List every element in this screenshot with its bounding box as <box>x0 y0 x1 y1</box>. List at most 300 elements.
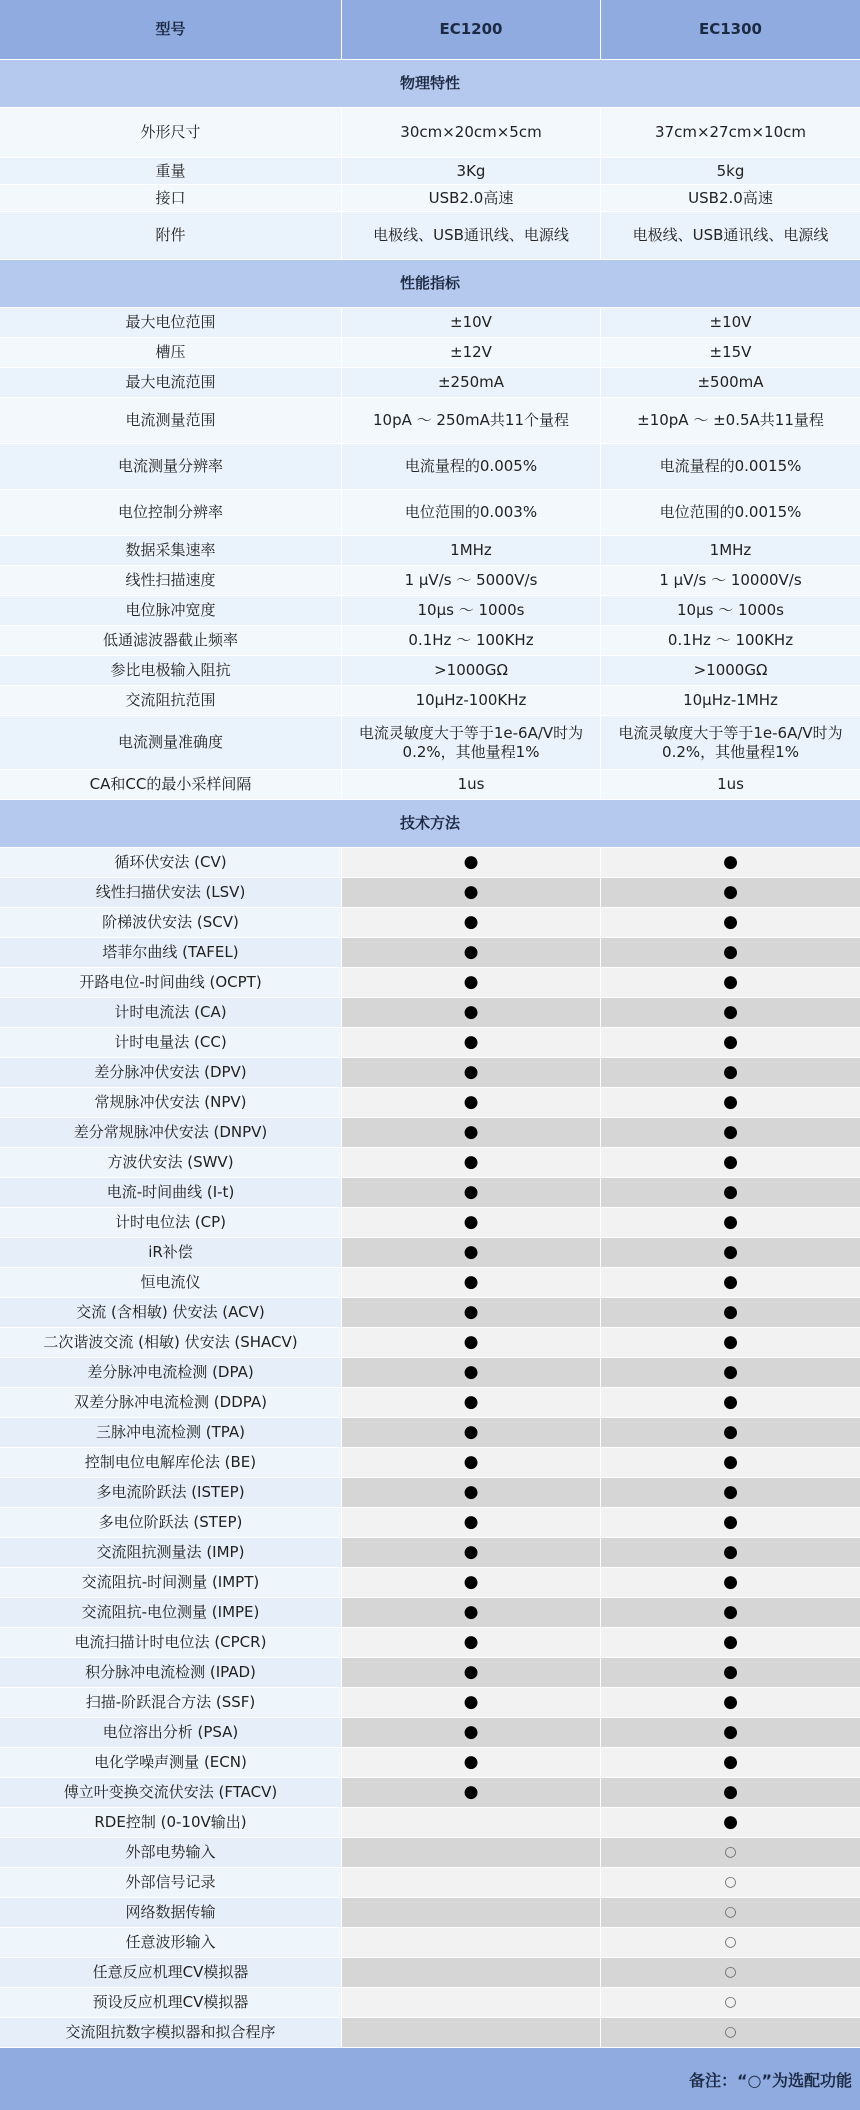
row-label <box>0 1928 342 1957</box>
row-value-text: 1 μV/s ～ 5000V/s <box>404 571 538 590</box>
table-row <box>0 1298 860 1328</box>
row-label-text: 电化学噪声测量 (ECN) <box>94 1753 247 1772</box>
row-value-ec1200 <box>342 1928 601 1957</box>
row-label <box>0 1658 342 1687</box>
table-header <box>0 0 860 60</box>
row-value-ec1200 <box>342 1958 601 1987</box>
row-value-text: 1 μV/s ～ 10000V/s <box>659 571 802 590</box>
row-label <box>0 1388 342 1417</box>
row-value-text: ● <box>723 881 738 902</box>
row-value-text: ○ <box>724 1873 737 1890</box>
table-row <box>0 1388 860 1418</box>
section-header <box>0 260 860 308</box>
row-label-text: 接口 <box>155 188 186 207</box>
row-label <box>0 848 342 877</box>
row-value-ec1200 <box>342 1448 601 1477</box>
row-value-text: ● <box>723 1511 738 1532</box>
row-value-ec1300 <box>601 686 860 715</box>
row-label-text: 计时电流法 (CA) <box>114 1003 227 1022</box>
row-value-ec1300 <box>601 1208 860 1237</box>
row-value-text: ● <box>723 1241 738 1262</box>
row-label-text: 数据采集速率 <box>125 541 216 560</box>
row-label <box>0 1688 342 1717</box>
row-label <box>0 1238 342 1267</box>
row-value-ec1200 <box>342 1328 601 1357</box>
row-value-text: USB2.0高速 <box>688 188 773 207</box>
row-value-ec1200 <box>342 626 601 655</box>
row-label-text: 差分脉冲电流检测 (DPA) <box>87 1363 254 1382</box>
row-label <box>0 1448 342 1477</box>
row-value-ec1200 <box>342 1358 601 1387</box>
row-value-ec1200 <box>342 656 601 685</box>
row-label-text: RDE控制 (0-10V输出) <box>94 1813 247 1832</box>
row-label-text: 网络数据传输 <box>125 1903 216 1922</box>
row-value-text: ● <box>723 1001 738 1022</box>
table-row <box>0 596 860 626</box>
row-value-ec1200 <box>342 398 601 443</box>
table-row <box>0 1058 860 1088</box>
row-label-text: 交流阻抗-时间测量 (IMPT) <box>81 1573 260 1592</box>
table-row <box>0 1838 860 1868</box>
row-value-text: ● <box>463 1001 479 1022</box>
row-value-text: ● <box>723 1541 738 1562</box>
row-value-ec1200 <box>342 1838 601 1867</box>
row-value-ec1200 <box>342 716 601 769</box>
row-label-text: 开路电位-时间曲线 (OCPT) <box>79 973 262 992</box>
row-label <box>0 1298 342 1327</box>
row-label-text: iR补偿 <box>148 1243 193 1262</box>
row-value-ec1200 <box>342 1598 601 1627</box>
row-value-ec1200 <box>342 1178 601 1207</box>
row-label <box>0 938 342 967</box>
row-label-text: 二次谐波交流 (相敏) 伏安法 (SHACV) <box>43 1333 298 1352</box>
row-label <box>0 1898 342 1927</box>
row-value-ec1300 <box>601 1478 860 1507</box>
row-value-text: 37cm×27cm×10cm <box>655 123 806 142</box>
table-row <box>0 2018 860 2048</box>
row-label-text: 多电流阶跃法 (ISTEP) <box>96 1483 245 1502</box>
row-value-ec1300 <box>601 626 860 655</box>
row-label-text: 多电位阶跃法 (STEP) <box>98 1513 243 1532</box>
row-label-text: 傅立叶变换交流伏安法 (FTACV) <box>63 1783 278 1802</box>
row-value-ec1300 <box>601 1088 860 1117</box>
row-value-text: ● <box>463 1091 479 1112</box>
row-value-ec1300 <box>601 1748 860 1777</box>
row-value-ec1300 <box>601 968 860 997</box>
row-value-text: ● <box>463 1751 479 1772</box>
row-value-text: ● <box>723 1691 738 1712</box>
row-value-text: ● <box>723 1331 738 1352</box>
row-label-text: 差分常规脉冲伏安法 (DNPV) <box>73 1123 268 1142</box>
row-value-ec1300 <box>601 1868 860 1897</box>
table-row <box>0 368 860 398</box>
table-row <box>0 1748 860 1778</box>
table-row <box>0 908 860 938</box>
row-value-ec1300 <box>601 444 860 489</box>
row-value-text: ● <box>463 1601 479 1622</box>
row-value-text: ● <box>463 1541 479 1562</box>
row-label-text: 电流-时间曲线 (I-t) <box>106 1183 235 1202</box>
row-value-text: 5kg <box>716 161 745 180</box>
row-label-text: CA和CC的最小采样间隔 <box>89 775 252 794</box>
row-value-text: ● <box>723 1811 738 1832</box>
row-value-ec1200 <box>342 908 601 937</box>
row-label <box>0 770 342 799</box>
row-label-text: 常规脉冲伏安法 (NPV) <box>94 1093 247 1112</box>
row-label-text: 参比电极输入阻抗 <box>110 661 231 680</box>
row-value-text: ● <box>463 1511 479 1532</box>
row-value-ec1300 <box>601 1988 860 2017</box>
row-value-ec1300 <box>601 1808 860 1837</box>
row-value-ec1200 <box>342 1238 601 1267</box>
row-value-ec1200 <box>342 878 601 907</box>
row-value-ec1300 <box>601 1688 860 1717</box>
row-value-text: ● <box>723 1451 738 1472</box>
row-value-text: ● <box>723 1631 738 1652</box>
header-model-ec1200: EC1200 <box>342 0 601 59</box>
row-value-ec1300 <box>601 212 860 259</box>
row-value-ec1200 <box>342 368 601 397</box>
row-label <box>0 338 342 367</box>
row-value-ec1200 <box>342 1208 601 1237</box>
row-value-text: ● <box>463 941 479 962</box>
row-value-ec1300 <box>601 490 860 535</box>
row-value-text: 10μs ～ 1000s <box>417 601 525 620</box>
row-value-text: ● <box>463 851 479 872</box>
row-value-text: ● <box>723 1211 738 1232</box>
row-label <box>0 185 342 211</box>
row-value-ec1200 <box>342 1718 601 1747</box>
row-value-ec1300 <box>601 656 860 685</box>
row-value-text: ● <box>463 1121 479 1142</box>
row-value-ec1200 <box>342 212 601 259</box>
row-value-text: ○ <box>724 1963 737 1980</box>
row-value-text: ● <box>723 1031 738 1052</box>
row-label-text: 重量 <box>155 161 186 180</box>
row-label <box>0 2018 342 2047</box>
table-row <box>0 848 860 878</box>
row-label-text: 电流测量范围 <box>125 411 216 430</box>
row-value-text: ● <box>463 971 479 992</box>
row-value-ec1300 <box>601 1928 860 1957</box>
row-value-text: ● <box>723 971 738 992</box>
row-value-ec1300 <box>601 1838 860 1867</box>
row-label-text: 电位溶出分析 (PSA) <box>102 1723 239 1742</box>
table-row <box>0 1118 860 1148</box>
row-label-text: 交流阻抗范围 <box>125 691 216 710</box>
row-value-ec1300 <box>601 1448 860 1477</box>
row-label <box>0 444 342 489</box>
row-label <box>0 656 342 685</box>
section-title: 性能指标 <box>399 274 460 293</box>
row-value-ec1300 <box>601 338 860 367</box>
row-label-text: 恒电流仪 <box>140 1273 201 1292</box>
table-row <box>0 1238 860 1268</box>
row-label <box>0 596 342 625</box>
row-value-text: ● <box>723 1301 738 1322</box>
row-label <box>0 398 342 443</box>
row-value-ec1200 <box>342 1688 601 1717</box>
row-value-ec1200 <box>342 108 601 157</box>
row-value-text: 1us <box>717 775 744 794</box>
row-label-text: 线性扫描伏安法 (LSV) <box>95 883 246 902</box>
row-label <box>0 1058 342 1087</box>
row-value-ec1300 <box>601 1388 860 1417</box>
table-row <box>0 1778 860 1808</box>
row-value-ec1200 <box>342 1268 601 1297</box>
row-label <box>0 1868 342 1897</box>
row-label-text: 任意波形输入 <box>125 1933 216 1952</box>
row-label <box>0 1808 342 1837</box>
row-value-text: ● <box>463 881 479 902</box>
row-value-ec1200 <box>342 158 601 184</box>
table-row <box>0 338 860 368</box>
row-value-text: ±15V <box>709 343 752 362</box>
footer-note: 备注：“○”为选配功能 <box>689 2070 852 2090</box>
row-label <box>0 1028 342 1057</box>
row-value-ec1300 <box>601 1328 860 1357</box>
row-value-ec1300 <box>601 848 860 877</box>
row-value-ec1300 <box>601 770 860 799</box>
row-value-text: ● <box>723 1481 738 1502</box>
row-value-text: ● <box>723 1601 738 1622</box>
row-value-text: ● <box>463 911 479 932</box>
row-value-ec1200 <box>342 1508 601 1537</box>
row-label-text: 交流 (含相敏) 伏安法 (ACV) <box>76 1303 265 1322</box>
header-model-ec1300: EC1300 <box>698 20 762 39</box>
row-value-ec1300 <box>601 185 860 211</box>
table-row <box>0 1358 860 1388</box>
row-value-text: ±250mA <box>437 373 505 392</box>
row-value-text: ● <box>463 1721 479 1742</box>
row-value-text: ○ <box>724 2023 737 2040</box>
table-row <box>0 398 860 444</box>
row-value-text: ● <box>723 1121 738 1142</box>
row-label <box>0 908 342 937</box>
section-title: 技术方法 <box>399 814 460 833</box>
table-row <box>0 938 860 968</box>
row-value-text: >1000GΩ <box>434 661 508 680</box>
row-value-text: ±10V <box>450 313 492 332</box>
row-label <box>0 998 342 1027</box>
table-row <box>0 770 860 800</box>
row-value-text: 1MHz <box>450 541 492 560</box>
row-label-text: 计时电量法 (CC) <box>114 1033 227 1052</box>
table-row <box>0 686 860 716</box>
table-row <box>0 1958 860 1988</box>
row-value-ec1300 <box>601 1118 860 1147</box>
row-value-ec1200 <box>342 1808 601 1837</box>
row-value-text: ● <box>723 1781 738 1802</box>
row-value-text: 10pA ～ 250mA共11个量程 <box>373 411 569 430</box>
row-value-text: ● <box>463 1781 479 1802</box>
row-value-text: ● <box>723 851 738 872</box>
row-value-ec1200 <box>342 1058 601 1087</box>
row-value-ec1300 <box>601 1028 860 1057</box>
row-value-text: ○ <box>724 1933 737 1950</box>
row-label <box>0 108 342 157</box>
row-value-ec1200 <box>342 848 601 877</box>
row-value-ec1300 <box>601 1628 860 1657</box>
row-label <box>0 878 342 907</box>
row-label <box>0 968 342 997</box>
table-row <box>0 1658 860 1688</box>
table-row <box>0 1508 860 1538</box>
row-value-text: ● <box>723 1091 738 1112</box>
row-label-text: 交流阻抗-电位测量 (IMPE) <box>81 1603 260 1622</box>
row-label <box>0 716 342 769</box>
row-value-ec1300 <box>601 1958 860 1987</box>
row-value-text: ● <box>463 1151 479 1172</box>
row-label <box>0 626 342 655</box>
row-value-text: ○ <box>724 1843 737 1860</box>
table-row <box>0 1268 860 1298</box>
row-label-text: 积分脉冲电流检测 (IPAD) <box>85 1663 256 1682</box>
row-value-ec1300 <box>601 1898 860 1927</box>
row-value-text: ±10pA ～ ±0.5A共11量程 <box>637 411 824 430</box>
table-row <box>0 1988 860 2018</box>
row-value-ec1300 <box>601 1718 860 1747</box>
row-value-ec1200 <box>342 1538 601 1567</box>
row-value-ec1300 <box>601 908 860 937</box>
table-row <box>0 1538 860 1568</box>
row-value-text: ● <box>463 1031 479 1052</box>
row-label <box>0 1958 342 1987</box>
row-value-ec1200 <box>342 490 601 535</box>
row-value-text: 1MHz <box>709 541 752 560</box>
table-row <box>0 1868 860 1898</box>
row-label-text: 交流阻抗数字模拟器和拟合程序 <box>65 2023 276 2042</box>
row-value-ec1200 <box>342 1118 601 1147</box>
row-value-text: ● <box>723 1181 738 1202</box>
row-label <box>0 1148 342 1177</box>
table-row <box>0 108 860 158</box>
row-label-text: 预设反应机理CV模拟器 <box>92 1993 249 2012</box>
row-label <box>0 490 342 535</box>
row-label <box>0 1568 342 1597</box>
row-value-ec1300 <box>601 158 860 184</box>
row-value-ec1300 <box>601 1358 860 1387</box>
row-value-ec1200 <box>342 1988 601 2017</box>
row-value-ec1300 <box>601 998 860 1027</box>
row-value-ec1200 <box>342 686 601 715</box>
row-label <box>0 1268 342 1297</box>
row-value-text: ● <box>463 1691 479 1712</box>
row-label <box>0 1508 342 1537</box>
row-value-ec1300 <box>601 716 860 769</box>
row-value-text: ● <box>463 1241 479 1262</box>
row-label-text: 计时电位法 (CP) <box>115 1213 226 1232</box>
row-value-ec1300 <box>601 938 860 967</box>
row-label-text: 槽压 <box>155 343 186 362</box>
row-label-text: 循环伏安法 (CV) <box>114 853 227 872</box>
row-label-text: 外部信号记录 <box>125 1873 216 1892</box>
row-value-text: 电位范围的0.0015% <box>659 503 802 522</box>
row-label-text: 电流测量准确度 <box>117 733 223 752</box>
row-label <box>0 686 342 715</box>
row-value-ec1200 <box>342 1028 601 1057</box>
row-value-ec1200 <box>342 1628 601 1657</box>
row-label-text: 最大电位范围 <box>125 313 216 332</box>
table-row <box>0 1478 860 1508</box>
table-row <box>0 716 860 770</box>
row-value-ec1200 <box>342 1148 601 1177</box>
row-value-text: 电极线、USB通讯线、电源线 <box>373 226 569 245</box>
row-label <box>0 1988 342 2017</box>
row-value-ec1200 <box>342 1418 601 1447</box>
row-value-text: ● <box>463 1061 479 1082</box>
table-row <box>0 1928 860 1958</box>
row-value-text: ● <box>463 1361 479 1382</box>
row-value-ec1300 <box>601 536 860 565</box>
row-label <box>0 536 342 565</box>
row-value-ec1300 <box>601 1268 860 1297</box>
row-value-ec1200 <box>342 1478 601 1507</box>
table-row <box>0 1208 860 1238</box>
row-label <box>0 308 342 337</box>
row-value-text: ● <box>723 1271 738 1292</box>
row-label-text: 双差分脉冲电流检测 (DDPA) <box>74 1393 267 1412</box>
table-row <box>0 1598 860 1628</box>
row-label <box>0 566 342 595</box>
section-title: 物理特性 <box>399 74 460 93</box>
row-value-ec1200 <box>342 596 601 625</box>
row-value-ec1300 <box>601 1538 860 1567</box>
row-value-ec1200 <box>342 1748 601 1777</box>
row-value-text: ● <box>463 1301 479 1322</box>
row-label <box>0 1358 342 1387</box>
row-value-ec1300 <box>601 1568 860 1597</box>
row-value-text: ● <box>723 1151 738 1172</box>
row-label-text: 任意反应机理CV模拟器 <box>92 1963 249 1982</box>
row-value-ec1300 <box>601 1298 860 1327</box>
table-row <box>0 1628 860 1658</box>
row-value-ec1200 <box>342 2018 601 2047</box>
row-value-text: >1000GΩ <box>693 661 768 680</box>
row-value-ec1300 <box>601 1238 860 1267</box>
row-value-text: 电位范围的0.003% <box>404 503 538 522</box>
row-value-ec1200 <box>342 998 601 1027</box>
row-label <box>0 1598 342 1627</box>
row-value-text: ● <box>463 1211 479 1232</box>
row-label <box>0 1208 342 1237</box>
table-row <box>0 1328 860 1358</box>
row-value-ec1300 <box>601 398 860 443</box>
row-value-ec1200 <box>342 770 601 799</box>
row-value-text: ● <box>723 1721 738 1742</box>
row-label <box>0 1748 342 1777</box>
row-label <box>0 1538 342 1567</box>
table-row <box>0 1898 860 1928</box>
row-label <box>0 1778 342 1807</box>
row-value-text: 电流量程的0.0015% <box>659 457 802 476</box>
row-label-text: 交流阻抗测量法 (IMP) <box>96 1543 245 1562</box>
row-value-ec1200 <box>342 1778 601 1807</box>
row-value-text: ● <box>723 941 738 962</box>
row-value-text: USB2.0高速 <box>428 188 514 207</box>
row-value-ec1300 <box>601 1418 860 1447</box>
table-row <box>0 490 860 536</box>
row-value-ec1200 <box>342 1298 601 1327</box>
row-label-text: 电流测量分辨率 <box>117 457 223 476</box>
row-value-ec1300 <box>601 2018 860 2047</box>
row-value-ec1300 <box>601 566 860 595</box>
row-label-text: 塔菲尔曲线 (TAFEL) <box>102 943 239 962</box>
table-row <box>0 1178 860 1208</box>
row-value-text: 10μHz-1MHz <box>683 691 778 710</box>
row-value-text: 10μHz-100KHz <box>415 691 527 710</box>
row-label-text: 电位控制分辨率 <box>117 503 223 522</box>
